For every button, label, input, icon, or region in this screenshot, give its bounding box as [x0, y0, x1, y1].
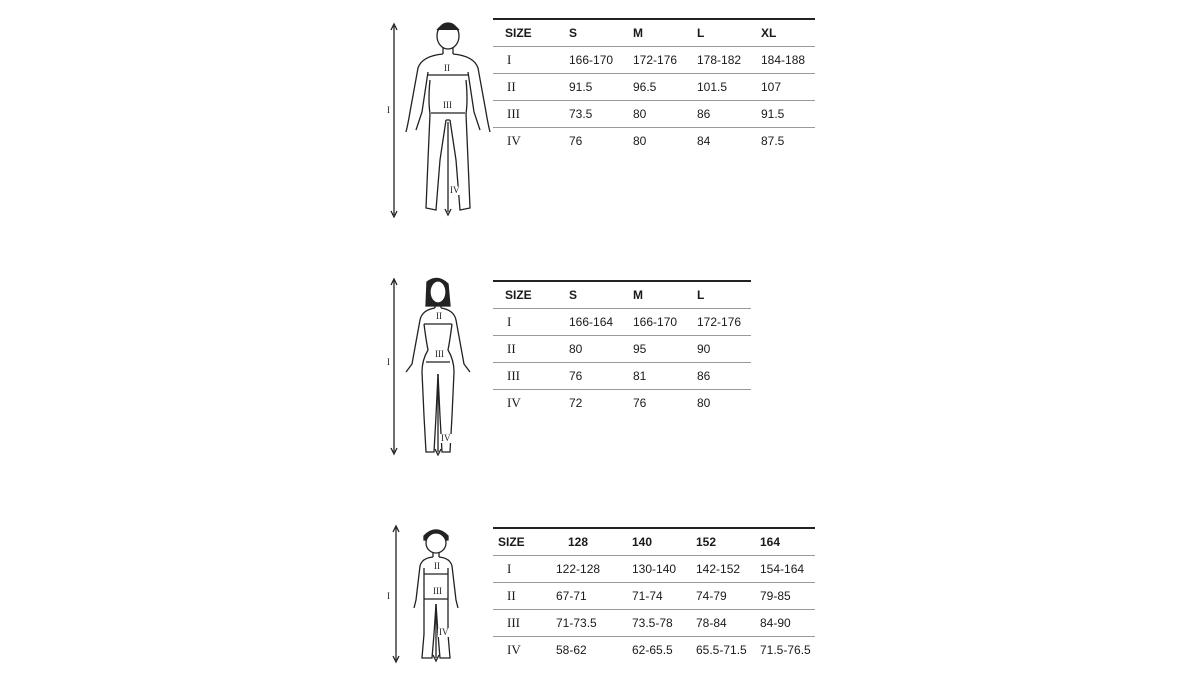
- child-body-illustration: [384, 524, 474, 664]
- man-figure: [384, 20, 494, 218]
- table-cell: 71.5-76.5: [760, 643, 811, 657]
- table-cell: 95: [621, 336, 685, 363]
- table-row: [493, 128, 815, 155]
- table-cell: 72: [569, 396, 583, 410]
- waist-label: III: [435, 349, 444, 359]
- child-figure: [384, 524, 474, 664]
- header-cell: SIZE: [493, 281, 557, 309]
- waist-label: III: [433, 586, 442, 596]
- row-label: IV: [507, 642, 521, 657]
- row-label: II: [493, 336, 557, 363]
- table-cell: 71-73.5: [550, 610, 620, 637]
- table-cell: 80: [633, 134, 647, 148]
- table-cell: 73.5-78: [620, 610, 684, 637]
- header-cell: SIZE: [493, 19, 557, 47]
- table-row: [493, 610, 815, 637]
- table-cell: 178-182: [685, 47, 749, 74]
- header-cell: M: [621, 281, 685, 309]
- table-row: [493, 556, 815, 583]
- size-table-children: [493, 527, 815, 663]
- woman-body-illustration: [384, 276, 474, 456]
- chest-label: II: [444, 63, 450, 73]
- table-cell: 184-188: [749, 47, 815, 74]
- table-cell: 71-74: [620, 583, 684, 610]
- table-cell: 96.5: [621, 74, 685, 101]
- table-cell: 86: [685, 363, 751, 390]
- height-label: I: [387, 591, 390, 601]
- table-cell: 87.5: [761, 134, 785, 148]
- table-cell: 79-85: [748, 583, 815, 610]
- header-cell: XL: [749, 19, 815, 47]
- table-cell: 154-164: [748, 556, 815, 583]
- height-label: I: [387, 357, 390, 367]
- table-cell: 172-176: [621, 47, 685, 74]
- row-label: I: [493, 47, 557, 74]
- waist-label: III: [443, 100, 452, 110]
- table-cell: 67-71: [550, 583, 620, 610]
- table-cell: 58-62: [556, 643, 587, 657]
- header-cell: L: [685, 19, 749, 47]
- table-row: [493, 47, 815, 74]
- woman-figure: [384, 276, 474, 456]
- header-cell: 164: [748, 528, 815, 556]
- header-cell: S: [557, 19, 621, 47]
- row-label: I: [493, 556, 550, 583]
- table-row: [493, 583, 815, 610]
- man-body-illustration: [384, 20, 494, 218]
- row-label: III: [493, 610, 550, 637]
- header-cell: 152: [684, 528, 748, 556]
- row-label: IV: [507, 133, 521, 148]
- table-cell: 107: [749, 74, 815, 101]
- table-cell: 65.5-71.5: [696, 643, 747, 657]
- size-table-men: [493, 18, 815, 154]
- row-label: III: [493, 101, 557, 128]
- table-cell: 84: [697, 134, 711, 148]
- table-row: [493, 363, 751, 390]
- table-cell: 91.5: [749, 101, 815, 128]
- table-header-row: [493, 19, 815, 47]
- table-cell: 76: [633, 396, 647, 410]
- leg-label: IV: [441, 433, 451, 443]
- header-cell: SIZE: [493, 528, 550, 556]
- table-cell: 74-79: [684, 583, 748, 610]
- table-row: [493, 309, 751, 336]
- table-cell: 90: [685, 336, 751, 363]
- header-cell: M: [621, 19, 685, 47]
- table-cell: 76: [569, 134, 583, 148]
- header-cell: S: [557, 281, 621, 309]
- table-cell: 84-90: [748, 610, 815, 637]
- table-cell: 172-176: [685, 309, 751, 336]
- header-cell: 128: [550, 528, 620, 556]
- table-cell: 166-164: [557, 309, 621, 336]
- table-cell: 101.5: [685, 74, 749, 101]
- table-cell: 86: [685, 101, 749, 128]
- table-cell: 130-140: [620, 556, 684, 583]
- table-cell: 80: [697, 396, 711, 410]
- row-label: II: [493, 74, 557, 101]
- table-header-row: [493, 281, 751, 309]
- row-label: I: [493, 309, 557, 336]
- table-cell: 80: [557, 336, 621, 363]
- row-label: III: [493, 363, 557, 390]
- row-label: II: [493, 583, 550, 610]
- leg-label: IV: [450, 185, 460, 195]
- size-table-women: [493, 280, 751, 416]
- table-cell: 76: [557, 363, 621, 390]
- table-row: [493, 637, 815, 664]
- table-cell: 81: [621, 363, 685, 390]
- table-row: [493, 101, 815, 128]
- table-cell: 142-152: [684, 556, 748, 583]
- chest-label: II: [436, 311, 442, 321]
- table-cell: 122-128: [550, 556, 620, 583]
- table-header-row: [493, 528, 815, 556]
- header-cell: 140: [620, 528, 684, 556]
- table-cell: 73.5: [557, 101, 621, 128]
- table-cell: 80: [621, 101, 685, 128]
- height-label: I: [387, 105, 390, 115]
- row-label: IV: [507, 395, 521, 410]
- table-cell: 91.5: [557, 74, 621, 101]
- table-row: [493, 390, 751, 417]
- leg-label: IV: [439, 627, 449, 637]
- table-cell: 78-84: [684, 610, 748, 637]
- chest-label: II: [434, 561, 440, 571]
- table-cell: 62-65.5: [632, 643, 673, 657]
- table-row: [493, 336, 751, 363]
- header-cell: L: [685, 281, 751, 309]
- table-cell: 166-170: [621, 309, 685, 336]
- table-cell: 166-170: [557, 47, 621, 74]
- table-row: [493, 74, 815, 101]
